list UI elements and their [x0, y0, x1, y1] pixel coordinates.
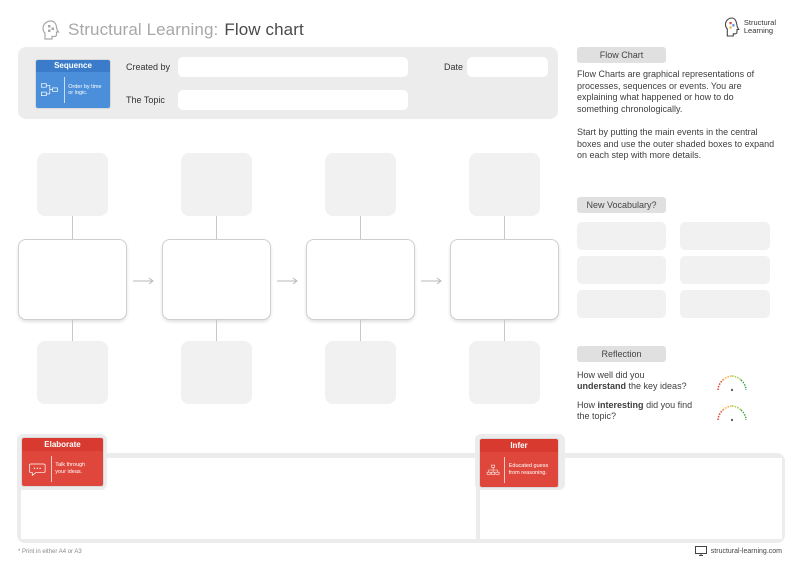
step-4-bottom-connector — [504, 319, 505, 341]
arrow-right-icon — [132, 276, 156, 286]
created-by-label: Created by — [126, 62, 171, 72]
elaborate-divider — [51, 456, 52, 482]
hierarchy-icon — [486, 458, 500, 482]
step-2-top-detail-box[interactable] — [181, 153, 252, 216]
website-text[interactable]: structural-learning.com — [710, 547, 782, 555]
elaborate-card-title: Elaborate — [22, 438, 103, 451]
flow-chart-description: Flow Charts are graphical representations of processes, sequences or events. You are explaining what happened or how to do something chronologically. — [577, 69, 755, 114]
step-3-bottom-connector — [360, 319, 361, 341]
page-title: Flow chart — [224, 20, 304, 39]
step-2-bottom-connector — [216, 319, 217, 341]
vocab-box[interactable] — [680, 222, 770, 250]
brand-logo — [724, 17, 776, 37]
q1-bold: understand — [577, 381, 627, 391]
colored-head-logo-icon — [724, 17, 740, 37]
reflection-heading: Reflection — [577, 346, 666, 362]
vocabulary-heading: New Vocabulary? — [577, 197, 666, 213]
brand-prefix: Structural Learning: — [68, 20, 219, 39]
step-1-bottom-detail-box[interactable] — [37, 341, 108, 404]
date-label: Date — [444, 62, 464, 72]
elaborate-card-desc: Talk through your ideas. — [55, 462, 86, 475]
step-2-main-box[interactable] — [163, 240, 270, 319]
page-header — [40, 16, 304, 44]
step-1-top-detail-box[interactable] — [37, 153, 108, 216]
flow-chart-instructions: Start by putting the main events in the central boxes and use the outer shaded boxes to expand on each step with more details. — [577, 127, 775, 160]
arrow-right-icon — [276, 276, 300, 286]
step-3-main-box[interactable] — [307, 240, 414, 319]
step-1-top-connector — [72, 216, 73, 240]
reflection-question-1 — [577, 370, 707, 392]
vocab-box[interactable] — [577, 256, 666, 284]
infer-card-desc: Educated guess from reasoning. — [508, 463, 549, 476]
infer-divider — [504, 457, 505, 483]
step-3-bottom-detail-box[interactable] — [325, 341, 396, 404]
head-logo-icon — [40, 19, 62, 41]
step-4-bottom-detail-box[interactable] — [469, 341, 540, 404]
step-1-main-box[interactable] — [19, 240, 126, 319]
step-4-main-box[interactable] — [451, 240, 558, 319]
understanding-gauge-icon[interactable] — [714, 373, 750, 393]
date-field[interactable] — [467, 57, 548, 77]
sequence-card-desc: Order by time or logic. — [68, 83, 102, 96]
step-4-top-connector — [504, 216, 505, 240]
website-link[interactable] — [695, 546, 782, 556]
speech-bubble-icon — [28, 457, 47, 481]
step-3-top-connector — [360, 216, 361, 240]
topic-label: The Topic — [126, 95, 165, 105]
arrow-right-icon — [420, 276, 444, 286]
vocab-box[interactable] — [680, 290, 770, 318]
vocab-box[interactable] — [577, 290, 666, 318]
flow-chart-heading: Flow Chart — [577, 47, 666, 63]
monitor-icon — [695, 546, 707, 556]
sequence-icon — [40, 78, 60, 102]
reflection-question-2 — [577, 400, 707, 422]
sequence-card — [36, 60, 110, 108]
elaborate-card — [22, 438, 103, 486]
q2-post: did you find the topic? — [577, 400, 693, 421]
q2-pre: How — [577, 400, 596, 410]
vocab-box[interactable] — [577, 222, 666, 250]
print-note: * Print in either A4 or A3 — [18, 549, 82, 555]
vocab-box[interactable] — [680, 256, 770, 284]
step-4-top-detail-box[interactable] — [469, 153, 540, 216]
q1-post: the key ideas? — [628, 381, 687, 391]
interest-gauge-icon[interactable] — [714, 403, 750, 423]
step-2-top-connector — [216, 216, 217, 240]
created-by-field[interactable] — [178, 57, 408, 77]
infer-card-title: Infer — [480, 439, 558, 452]
q1-pre: How well did you — [577, 370, 645, 380]
step-1-bottom-connector — [72, 319, 73, 341]
brand-line2: Learning — [743, 26, 774, 35]
brand-line1: Structural — [743, 18, 776, 27]
topic-field[interactable] — [178, 90, 408, 110]
step-2-bottom-detail-box[interactable] — [181, 341, 252, 404]
infer-card — [480, 439, 558, 487]
q2-bold: interesting — [597, 400, 644, 410]
step-3-top-detail-box[interactable] — [325, 153, 396, 216]
sequence-card-title: Sequence — [36, 60, 110, 72]
sequence-divider — [64, 77, 65, 103]
